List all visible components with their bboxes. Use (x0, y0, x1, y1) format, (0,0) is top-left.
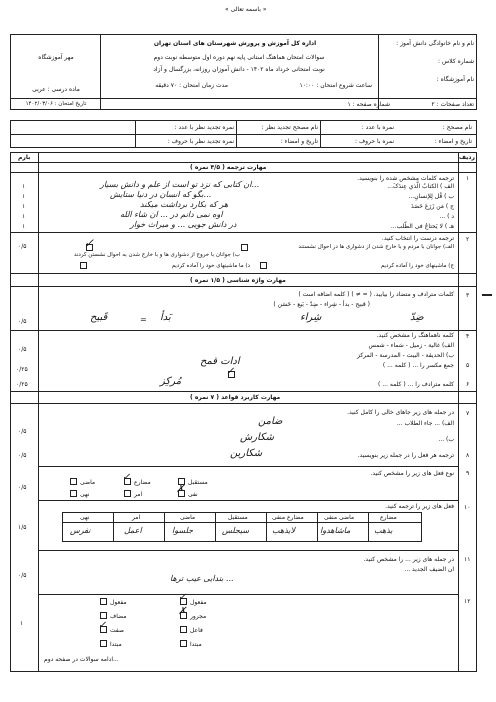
q11-number: ۱۱ (464, 556, 471, 563)
q1-answer-d: اوه نمی دانم در ... ان شاء الله (120, 210, 223, 219)
q9-col1-opt2: مضارع (134, 479, 151, 486)
exam-subject: ماده درسی : عربی (32, 86, 80, 93)
q7-line-b: ب) ... (438, 436, 454, 443)
q2-checkbox-d[interactable] (80, 262, 87, 269)
school-name-label: نام آموزشگاه : (436, 76, 474, 83)
q10-number: ۱۰ (464, 504, 471, 511)
q10-header-7: مضارع (380, 514, 397, 521)
q10-header-6: ماضی منفی (324, 514, 355, 521)
exam-date: تاریخ امتحان : ۱۴۰۲/۰۳/۰۶ (25, 101, 87, 107)
q1-score-e: ۱ (22, 223, 26, 230)
q10-prompt: فعل های زیر را ترجمه کنید. (385, 503, 454, 510)
q2-number: ۲ (466, 236, 470, 243)
q10-score: ۱/۵ (18, 524, 27, 531)
q2-option-d: د) ما ماشینهای خود را آماده کردیم (171, 263, 250, 269)
q5-score: ۰/۲۵ (16, 366, 28, 373)
q10-answer-1: نفرس (70, 526, 91, 535)
q11-prompt: در جمله های زیر ... را مشخص کنید. (363, 556, 454, 563)
q2-option-b: ب) جوانان با خروج از دشواری ها و با خارج شدن به احوال نشستن کردند (74, 252, 240, 258)
q4-row-b: ب) الحدیقة - البیت - المدرسة - المرکز (357, 352, 454, 359)
score-words: نمره با حروف : (355, 138, 394, 145)
q12-left-check-3: ✓ (98, 620, 107, 631)
q1-line-d: د ) ... (439, 213, 454, 220)
q8-answer: شکارین (230, 448, 263, 459)
q12-right-check-2: ✗ (178, 606, 187, 617)
q7-score: ۰/۵ (18, 428, 27, 435)
header-line2: سوالات امتحان هماهنگ استانی پایه نهم دوره اول متوسطه نوبت دوم (153, 54, 325, 61)
q11-line: ان الضیف الجدید ... (404, 566, 454, 573)
q1-score-c: ۱ (22, 203, 26, 210)
review-words: نمره تجدید نظر با حروف : (167, 138, 234, 145)
q9-col1-opt3: مستقبل (188, 479, 208, 486)
q10-header-2: امر (132, 514, 141, 521)
q3-hand-2: بَدأ (160, 312, 171, 323)
q1-line-e: هـ ) لا یَحتاجُ فی الطّلب... (390, 223, 454, 230)
side-dash (482, 294, 492, 296)
header-duration: مدت زمان امتحان : ۷۰ دقیقه (155, 82, 228, 89)
footer-note: ادامه سوالات در صفحه دوم... (44, 656, 119, 663)
q3-words: ( قبیح - بدأ - شِراء - ضِدّ - بَیع - حَسَن ) (273, 301, 370, 308)
header-line1: اداره کل آموزش و پرورش شهرستان های استان تهران (153, 40, 317, 47)
q4-prompt: کلمه ناهماهنگ را مشخص کنید. (376, 332, 454, 339)
q1-answer-a: ان کتابی که نزد تو است از علم و دانش بسیار... (100, 180, 260, 189)
q12-left-opt-3: صفت (110, 627, 125, 634)
review-digits: نمره تجدید نظر با عدد : (174, 124, 234, 131)
q12-right-check-1: ✓ (178, 592, 187, 603)
q9-checkbox-1[interactable] (70, 478, 77, 485)
q10-header-4: مستقبل (228, 514, 248, 521)
q6-prompt: کلمه مترادف را ... ( کلمه ... ) (378, 381, 454, 388)
section-translation: مهارت ترجمه ( ۴/۵ نمره ) (190, 164, 267, 171)
q9-col2-opt2: امر (134, 491, 143, 498)
score-column-header: بارم (18, 154, 31, 161)
q9-check-6: ✗ (176, 484, 185, 495)
q12-right-opt-4: مبتدا (190, 641, 202, 648)
signature: تاریخ و امضاء : (434, 138, 472, 145)
q9-checkbox-5[interactable] (124, 490, 131, 497)
q10-answer-4: سیجلس (222, 526, 250, 535)
q12-left-checkbox-2[interactable] (100, 612, 107, 619)
q1-line-b: ب ) قُل لِلإنسانِ... (408, 193, 454, 200)
q9-col2-opt3: نفی (188, 491, 198, 498)
q8-score: ۰/۵ (18, 452, 27, 459)
q12-left-opt-4: مبتدا (110, 641, 122, 648)
corrector-name: نام مصحح : (442, 124, 472, 131)
q2-checkmark: ✓ (84, 236, 95, 250)
q9-checkbox-4[interactable] (70, 490, 77, 497)
q10-answer-3: جلسوا (172, 526, 194, 535)
school-stamp-label: مهر آموزشگاه (38, 54, 74, 61)
q10-header-5: مضارع منفی (272, 514, 304, 521)
q11-score: ۰/۵ (18, 572, 27, 579)
pages-count-label: تعداد صفحات : ۲ (431, 101, 474, 108)
q3-number: ۳ (466, 292, 470, 299)
q10-answer-5: لایذهب (272, 526, 296, 535)
q5-prompt: جمع مکسر را ... ( کلمه ... ) (382, 362, 454, 369)
q7-answer-a: ضامن (258, 416, 283, 427)
q1-score-b: ۱ (22, 193, 26, 200)
q12-right-opt-1: مفعول (190, 599, 207, 606)
q10-answer-6: ماشاهدوا (320, 526, 351, 535)
class-number-label: شماره کلاس : (438, 58, 474, 65)
q5-check: ✓ (226, 366, 235, 377)
header-line3: نوبت امتحانی خرداد ماه ۱۴۰۲ - دانش آموزان روزانه، بزرگسال و آزاد (153, 66, 325, 73)
q2-checkbox-c[interactable] (260, 262, 267, 269)
q12-score: ۱ (20, 620, 24, 627)
q1-score-d: ۱ (22, 213, 26, 220)
reviewer-name: نام مصحح تجدید نظر : (261, 124, 318, 131)
q12-right-opt-3: فاعل (190, 627, 203, 634)
q3-hand-1: قَبیح (90, 312, 108, 323)
q7-answer-b: شکارش (240, 432, 274, 443)
q1-line-c: ج ) مَن زَرَعَ حَصَدَ (410, 203, 454, 210)
q9-number: ۹ (466, 470, 470, 477)
q10-header-3: ماضی (180, 514, 196, 521)
q2-score: ۰/۵ (18, 243, 27, 250)
q9-check-2: ✓ (122, 472, 131, 483)
q1-line-a: الف ) الکتابُ الَّذي عِندَکَ... (387, 183, 454, 190)
q1-prompt: ترجمه کلمات مشخص شده را بنویسید. (357, 175, 454, 182)
q3-prompt: کلمات مترادف و متضاد را بیابید. ( = ≠ ) ( کلمه اضافه است ) (298, 291, 454, 298)
q6-answer: مُرکِز (160, 376, 182, 387)
page-top-text: « باسمه تعالی » (225, 6, 267, 13)
q7-line-a: الف) ... جاء الطلاب ... (396, 420, 454, 427)
q3-hand-4: ضِدّ (410, 312, 424, 323)
q7-number: ۷ (466, 410, 470, 417)
q12-left-opt-2: مضاف (110, 613, 127, 620)
q12-right-checkbox-4[interactable] (180, 640, 187, 647)
score-digits: نمره با عدد : (361, 124, 394, 131)
q5-number: ۵ (466, 362, 470, 369)
q12-left-checkbox-1[interactable] (100, 598, 107, 605)
q10-header-1: نهی (80, 514, 90, 521)
q12-left-checkbox-4[interactable] (100, 640, 107, 647)
q4-row-a: الف) غالیة - زمیل - سَماء - شمس (368, 342, 454, 349)
q12-right-checkbox-3[interactable] (180, 626, 187, 633)
section-vocabulary: مهارت واژه شناسی ( ۱/۵ نمره ) (190, 277, 286, 284)
q2-option-a: الف) جوانان با مردم و با خارج شدن از دشواری ها در احوال نشستند (298, 244, 454, 250)
q6-number: ۶ (466, 381, 470, 388)
q8-prompt: ترجمه هر فعل را در جمله زیر بنویسید. (357, 452, 454, 459)
q9-score: ۰/۵ (18, 484, 27, 491)
q12-number: ۱۲ (464, 598, 471, 605)
q11-answer: بتدایی عیب ترها ... (170, 574, 234, 583)
q12-right-opt-2: مجرور (190, 613, 207, 620)
q1-answer-b: بگو که انسان در دنیا ستایش... (110, 190, 212, 199)
q1-answer-c: هر که بکارد برداشت میکند (140, 200, 229, 209)
page-number-label: شماره صفحه : ۱ (347, 101, 390, 108)
q4-number: ۴ (466, 333, 470, 340)
q1-answer-e: در دانش جویی ... و میراث خوار (130, 220, 237, 229)
q10-answer-7: یذهب (374, 526, 393, 535)
q1-score-a: ۱ (22, 183, 26, 190)
review-signature: تاریخ و امضاء : (280, 138, 318, 145)
section-grammar: مهارت کاربرد قواعد ( ۷ نمره ) (190, 394, 281, 401)
q9-col1-opt1: ماضی (80, 479, 96, 486)
q9-col2-opt1: نهی (80, 491, 90, 498)
q5-answer: ادات قمح (200, 356, 240, 367)
q3-hand-3: شِراء (300, 312, 322, 323)
q3-equals-1: = (140, 315, 147, 324)
q4-score: ۰/۵ (18, 346, 27, 353)
student-name-label: نام و نام خانوادگی دانش آموز : (396, 40, 474, 47)
q8-number: ۸ (466, 452, 470, 459)
q3-score: ۰/۵ (18, 318, 27, 325)
q2-option-c: ج) ماشینهای خود را آماده کردیم (380, 263, 454, 269)
q1-number: ۱ (466, 175, 470, 182)
q6-score: ۰/۲۵ (16, 381, 28, 388)
q9-prompt: نوع فعل های زیر را مشخص کنید. (370, 470, 454, 477)
row-column-header: ردیف (459, 154, 475, 161)
header-start-time: ساعت شروع امتحان : ۱۰:۰۰ (299, 82, 372, 89)
q7-prompt: در جمله های زیر جاهای خالی را کامل کنید. (347, 409, 454, 416)
q10-answer-2: اعمل (124, 526, 142, 535)
q2-checkbox-a[interactable] (241, 244, 248, 251)
q2-prompt: ترجمه درست را انتخاب کنید. (381, 235, 454, 242)
q12-left-opt-1: مفعول (110, 599, 127, 606)
